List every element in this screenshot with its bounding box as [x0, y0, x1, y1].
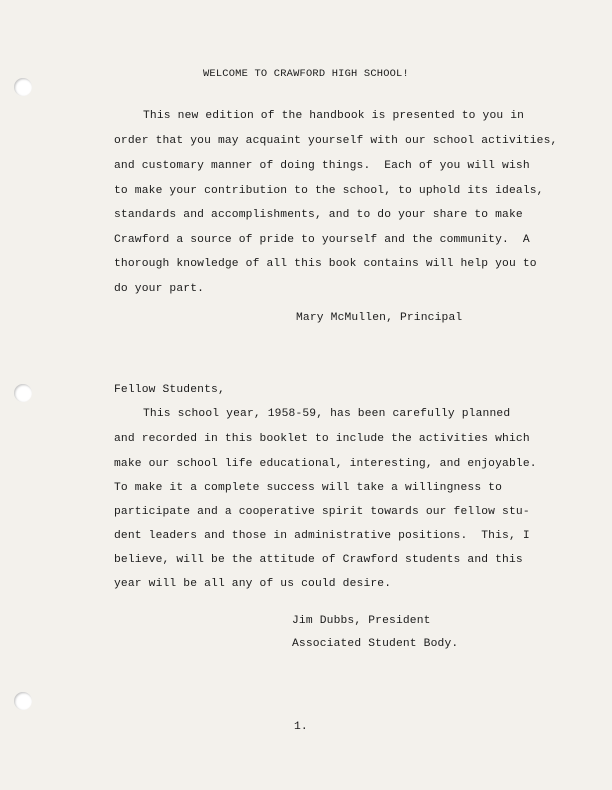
body-line: dent leaders and those in administrative positions. This, I: [114, 530, 530, 542]
binder-hole: [14, 78, 32, 96]
body-line: Crawford a source of pride to yourself and the community. A: [114, 234, 530, 246]
body-line: do your part.: [114, 283, 205, 295]
body-line: order that you may acquaint yourself with our school activities,: [114, 135, 558, 147]
president-signature-org: Associated Student Body.: [292, 638, 459, 650]
body-line: This new edition of the handbook is presented to you in: [143, 110, 525, 122]
body-line: make our school life educational, interesting, and enjoyable.: [114, 458, 537, 470]
body-line: thorough knowledge of all this book contains will help you to: [114, 258, 537, 270]
page-number: 1.: [294, 721, 308, 733]
body-line: to make your contribution to the school, to uphold its ideals,: [114, 185, 544, 197]
greeting: Fellow Students,: [114, 384, 225, 396]
principal-signature: Mary McMullen, Principal: [296, 312, 463, 324]
body-line: participate and a cooperative spirit towards our fellow stu-: [114, 506, 530, 518]
body-line: year will be all any of us could desire.: [114, 578, 392, 590]
body-line: To make it a complete success will take a willingness to: [114, 482, 503, 494]
body-line: and customary manner of doing things. Each of you will wish: [114, 160, 530, 172]
binder-hole: [14, 692, 32, 710]
body-line: believe, will be the attitude of Crawford students and this: [114, 554, 523, 566]
page-title: WELCOME TO CRAWFORD HIGH SCHOOL!: [203, 68, 409, 80]
body-line: This school year, 1958-59, has been carefully planned: [143, 408, 511, 420]
body-line: standards and accomplishments, and to do your share to make: [114, 209, 523, 221]
president-signature-name: Jim Dubbs, President: [292, 615, 431, 627]
body-line: and recorded in this booklet to include the activities which: [114, 433, 530, 445]
binder-hole: [14, 384, 32, 402]
